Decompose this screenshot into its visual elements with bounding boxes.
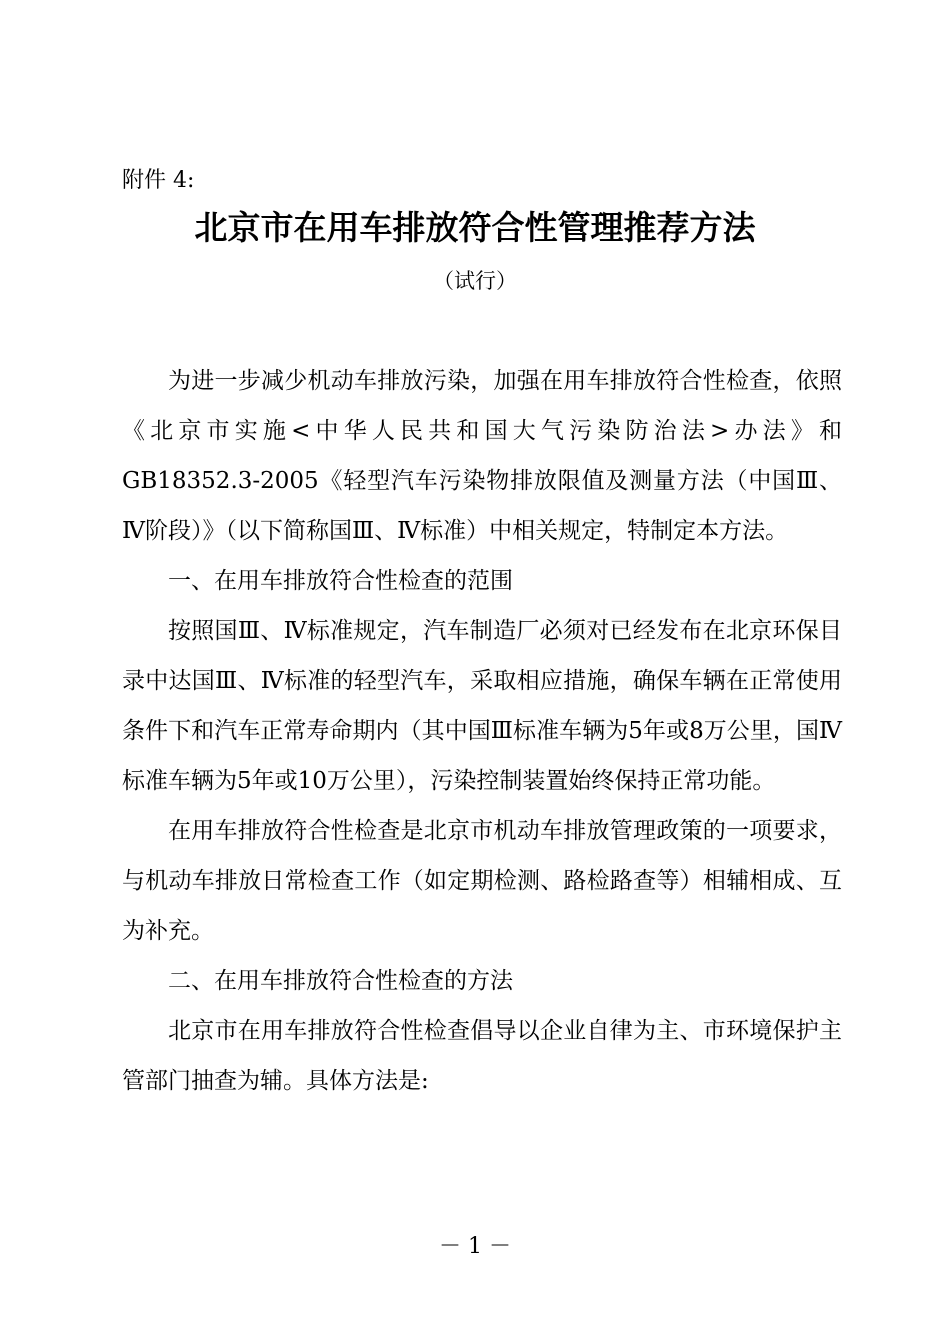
attachment-label: 附件 4:	[122, 168, 195, 193]
page-number: － 1 －	[439, 1234, 511, 1259]
section-heading-method: 二、在用车排放符合性检查的方法	[168, 968, 513, 994]
paragraph-scope: 按照国Ⅲ、Ⅳ标准规定，汽车制造厂必须对已经发布在北京环保目录中达国Ⅲ、Ⅳ标准的轻型汽车，采取相应措施，确保车辆在正常使用条件下和汽车正常寿命期内（其中国Ⅲ标准车辆为5年或8万公里，国Ⅳ标准车辆为5年或10万公里），污染控制装置始终保持正常功能。	[122, 618, 842, 794]
paragraph-method: 北京市在用车排放符合性检查倡导以企业自律为主、市环境保护主管部门抽查为辅。具体方法是:	[122, 1018, 842, 1094]
document-body	[122, 356, 842, 1106]
paragraph-intro: 为进一步减少机动车排放污染，加强在用车排放符合性检查，依照《北京市实施<中华人民共和国大气污染防治法>办法》和GB18352.3-2005《轻型汽车污染物排放限值及测量方法（中国Ⅲ、Ⅳ阶段）》（以下简称国Ⅲ、Ⅳ标准）中相关规定，特制定本方法。	[122, 368, 842, 544]
paragraph-policy: 在用车排放符合性检查是北京市机动车排放管理政策的一项要求，与机动车排放日常检查工作（如定期检测、路检路查等）相辅相成、互为补充。	[122, 818, 842, 944]
document-subtitle: （试行）	[433, 269, 517, 293]
document-title: 北京市在用车排放符合性管理推荐方法	[194, 208, 756, 247]
section-heading-scope: 一、在用车排放符合性检查的范围	[168, 568, 513, 594]
